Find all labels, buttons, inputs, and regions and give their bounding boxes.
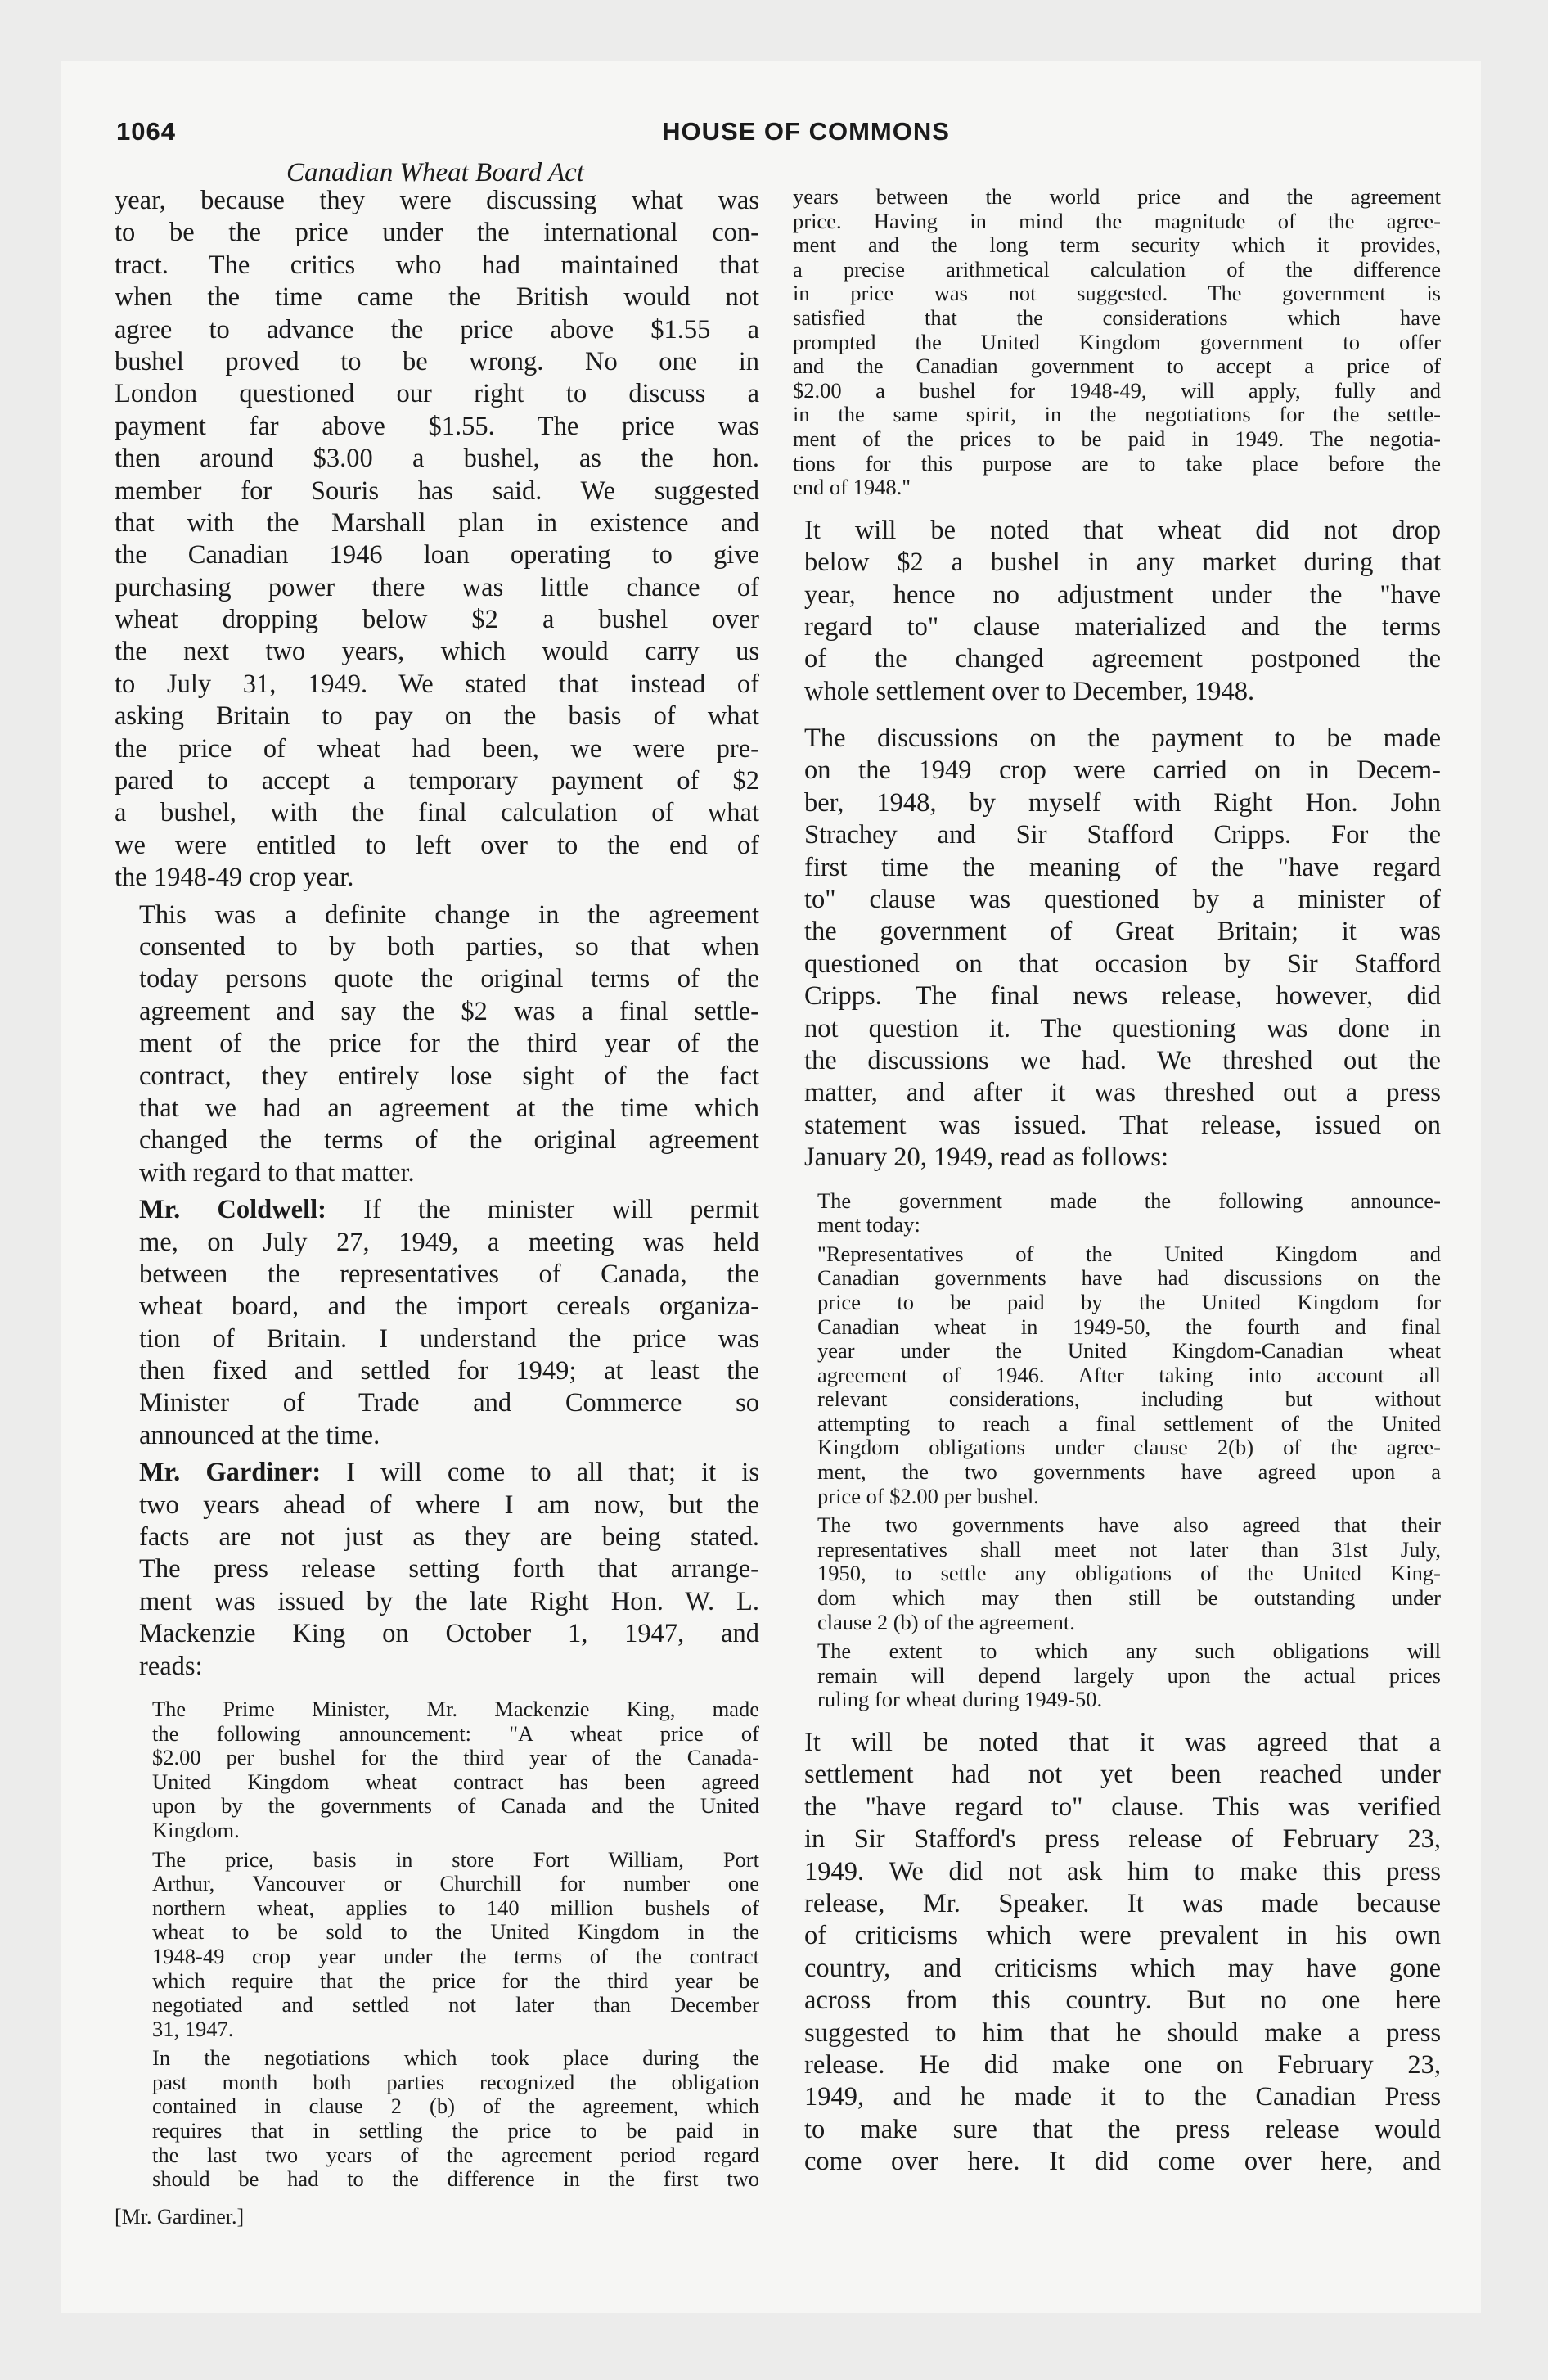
text-line: past month both parties recognized the obligation	[152, 2069, 759, 2094]
text-line: $2.00 a bushel for 1948-49, will apply, fully and	[793, 377, 1441, 403]
quoted-release	[793, 185, 1441, 500]
text-line: payment far above $1.55. The price was	[115, 411, 759, 441]
text-line: ment, the two governments have agreed upon a	[817, 1459, 1441, 1485]
text-line: with regard to that matter.	[139, 1157, 415, 1188]
text-line: which require that the price for the third year be	[152, 1968, 759, 1993]
text-line: we were entitled to left over to the end of	[115, 830, 759, 860]
text-line: 1949. We did not ask him to make this press	[804, 1856, 1441, 1886]
text-line: negotiated and settled not later than December	[152, 1992, 759, 2017]
text-line: agree to advance the price above $1.55 a	[115, 314, 759, 345]
text-line: satisfied that the considerations which have	[793, 304, 1441, 330]
text-line: wheat board, and the import cereals organiza-	[139, 1291, 759, 1322]
text-line: the government of Great Britain; it was	[804, 917, 1441, 947]
speaker-footer: [Mr. Gardiner.]	[115, 2204, 245, 2229]
quoted-release	[793, 1639, 1441, 1712]
text-line: member for Souris has said. We suggested	[115, 476, 759, 506]
text-line: not question it. The questioning was done in	[804, 1013, 1441, 1044]
paragraph-coldwell	[115, 1194, 759, 1452]
text-line: a bushel, with the final calculation of what	[115, 798, 759, 828]
text-line: the "have regard to" clause. This was verified	[804, 1792, 1441, 1822]
speaker-name: Mr. Coldwell:	[139, 1195, 326, 1225]
text-line: end of 1948."	[793, 475, 911, 500]
text-line: questioned on that occasion by Sir Stafford	[804, 949, 1441, 979]
text-line: on the 1949 crop were carried on in Decem-	[804, 755, 1441, 786]
text-line: 31, 1947.	[152, 2016, 234, 2041]
text-line: the next two years, which would carry us	[115, 637, 759, 667]
text-line: The extent to which any such obligations will	[817, 1639, 1441, 1664]
quoted-release	[793, 1242, 1441, 1509]
text-line: London questioned our right to discuss a	[115, 379, 759, 409]
text-line: first time the meaning of the "have regard	[804, 852, 1441, 882]
text-line: agreement of 1946. After taking into account all	[817, 1362, 1441, 1387]
quoted-release	[793, 1189, 1441, 1237]
text-line: whole settlement over to December, 1948.	[804, 676, 1255, 706]
text-line: release, Mr. Speaker. It was made because	[804, 1888, 1441, 1918]
text-line: in the same spirit, in the negotiations for the settle-	[793, 402, 1441, 427]
text-line: It will be noted that wheat did not drop	[804, 515, 1441, 545]
text-line: clause 2 (b) of the agreement.	[817, 1609, 1075, 1634]
text-line: Arthur, Vancouver or Churchill for number one	[152, 1871, 759, 1896]
page-header	[0, 117, 1548, 153]
text-line: regard to" clause materialized and the terms	[804, 611, 1441, 642]
text-line: tract. The critics who had maintained that	[115, 250, 759, 280]
text-line: The price, basis in store Fort William, Port	[152, 1846, 759, 1872]
text-line: ment of the price for the third year of the	[139, 1029, 759, 1059]
text-line: 1948-49 crop year under the terms of the contract	[152, 1943, 759, 1968]
right-column	[780, 185, 1441, 2178]
text-line: pared to accept a temporary payment of $2	[115, 766, 759, 796]
text-line	[115, 1457, 759, 1489]
text-line: country, and criticisms which may have gone	[804, 1953, 1441, 1983]
paragraph	[780, 1727, 1441, 2178]
text-line: consented to by both parties, so that when	[139, 931, 759, 962]
text-line: Cripps. The final news release, however, did	[804, 981, 1441, 1012]
text-line: wheat to be sold to the United Kingdom in the	[152, 1919, 759, 1945]
text-line: in Sir Stafford's press release of February 23,	[804, 1824, 1441, 1855]
text-line: the last two years of the agreement period regard	[152, 2142, 759, 2167]
text-line: ment was issued by the late Right Hon. W. L.	[139, 1586, 759, 1616]
text-line: purchasing power there was little chance of	[115, 572, 759, 602]
text-line: settlement had not yet been reached under	[804, 1760, 1441, 1790]
text-line: requires that in settling the price to be paid in	[152, 2118, 759, 2143]
text-line: upon by the governments of Canada and the United	[152, 1793, 759, 1819]
left-column	[115, 185, 759, 2229]
quoted-release	[128, 2046, 759, 2192]
text-line: across from this country. But no one here	[804, 1986, 1441, 2016]
text-line: price. Having in mind the magnitude of the agree-	[793, 208, 1441, 233]
text-line: Minister of Trade and Commerce so	[139, 1388, 759, 1418]
text-line: 1950, to settle any obligations of the United King-	[817, 1561, 1441, 1586]
text-line: today persons quote the original terms of the	[139, 964, 759, 994]
text-line: United Kingdom wheat contract has been agreed	[152, 1769, 759, 1794]
text-line: Strachey and Sir Stafford Cripps. For the	[804, 820, 1441, 850]
text-line: of the changed agreement postponed the	[804, 644, 1441, 674]
speaker-name: Mr. Gardiner:	[139, 1458, 322, 1488]
text-line: between the representatives of Canada, the	[139, 1259, 759, 1289]
text-line: come over here. It did come over here, and	[804, 2147, 1441, 2177]
text-line: 1949, and he made it to the Canadian Press	[804, 2082, 1441, 2112]
text-line: ment and the long term security which it provides,	[793, 232, 1441, 258]
page-title: HOUSE OF COMMONS	[662, 117, 950, 146]
text-line: attempting to reach a final settlement of the United	[817, 1410, 1441, 1436]
quoted-release	[128, 1697, 759, 1843]
text-line: statement was issued. That release, issued on	[804, 1110, 1441, 1140]
text-line: year, hence no adjustment under the "have	[804, 579, 1441, 610]
text-line: a precise arithmetical calculation of the difference	[793, 256, 1441, 282]
text-line	[115, 1194, 759, 1226]
text-line: then around $3.00 a bushel, as the hon.	[115, 444, 759, 474]
text-line: ment today:	[817, 1212, 920, 1237]
paragraph	[115, 185, 759, 895]
line-text: If the minister will permit	[326, 1195, 759, 1225]
text-line: ber, 1948, by myself with Right Hon. John	[804, 787, 1441, 818]
text-line: to July 31, 1949. We stated that instead of	[115, 669, 759, 699]
paragraph-gardiner	[115, 1457, 759, 1683]
text-line: The two governments have also agreed that their	[817, 1512, 1441, 1538]
text-line: In the negotiations which took place during the	[152, 2045, 759, 2071]
text-line: Canadian wheat in 1949-50, the fourth and final	[817, 1314, 1441, 1339]
text-line: below $2 a bushel in any market during that	[804, 548, 1441, 578]
text-line: year under the United Kingdom-Canadian wheat	[817, 1338, 1441, 1364]
text-line: The press release setting forth that arrange-	[139, 1554, 759, 1584]
text-line: Mackenzie King on October 1, 1947, and	[139, 1619, 759, 1649]
text-line: ment of the prices to be paid in 1949. The negotia-	[793, 426, 1441, 451]
paragraph	[780, 515, 1441, 708]
section-subtitle: Canadian Wheat Board Act	[286, 158, 584, 187]
text-line: representatives shall meet not later than 31st July,	[817, 1536, 1441, 1562]
text-line: remain will depend largely upon the actual prices	[817, 1662, 1441, 1688]
text-line: and the Canadian government to accept a price of	[793, 354, 1441, 379]
text-line: asking Britain to pay on the basis of what	[115, 701, 759, 732]
text-line: reads:	[139, 1651, 203, 1681]
text-line: of criticisms which were prevalent in his own	[804, 1921, 1441, 1951]
text-line: This was a definite change in the agreement	[139, 899, 759, 930]
text-line: "Representatives of the United Kingdom and	[817, 1241, 1441, 1266]
text-line: wheat dropping below $2 a bushel over	[115, 605, 759, 635]
paragraph	[115, 899, 759, 1190]
page-number: 1064	[116, 117, 176, 146]
text-line: The discussions on the payment to be made	[804, 723, 1441, 754]
text-line: in price was not suggested. The government is	[793, 281, 1441, 306]
text-line: me, on July 27, 1949, a meeting was held	[139, 1227, 759, 1257]
text-line: when the time came the British would not	[115, 282, 759, 313]
text-line: that with the Marshall plan in existence and	[115, 507, 759, 538]
text-line: dom which may then still be outstanding under	[817, 1585, 1441, 1611]
text-line: contract, they entirely lose sight of the fact	[139, 1061, 759, 1091]
text-line: facts are not just as they are being stated.	[139, 1522, 759, 1553]
text-line: prompted the United Kingdom government to offer	[793, 329, 1441, 354]
text-line: the discussions we had. We threshed out the	[804, 1045, 1441, 1075]
text-line: January 20, 1949, read as follows:	[804, 1143, 1168, 1173]
text-line: The Prime Minister, Mr. Mackenzie King, made	[152, 1696, 759, 1721]
text-line: to be the price under the international con-	[115, 218, 759, 248]
text-line: years between the world price and the agreement	[793, 184, 1441, 209]
text-line: bushel proved to be wrong. No one in	[115, 346, 759, 376]
text-line: relevant considerations, including but without	[817, 1386, 1441, 1412]
text-line: price of $2.00 per bushel.	[817, 1483, 1039, 1508]
text-line: tions for this purpose are to take place before the	[793, 450, 1441, 476]
text-line: release. He did make one on February 23,	[804, 2049, 1441, 2080]
text-line: the Canadian 1946 loan operating to give	[115, 540, 759, 570]
paragraph	[780, 723, 1441, 1174]
text-line: the 1948-49 crop year.	[115, 863, 354, 893]
text-line: Canadian governments have had discussions on the	[817, 1265, 1441, 1291]
text-line: price to be paid by the United Kingdom for	[817, 1289, 1441, 1314]
text-line: two years ahead of where I am now, but the	[139, 1490, 759, 1520]
text-line: then fixed and settled for 1949; at least the	[139, 1356, 759, 1386]
text-line: announced at the time.	[139, 1420, 380, 1450]
text-line: that we had an agreement at the time which	[139, 1093, 759, 1123]
line-text: I will come to all that; it is	[321, 1458, 759, 1488]
text-line: to make sure that the press release would	[804, 2114, 1441, 2144]
text-line: agreement and say the $2 was a final settle-	[139, 996, 759, 1026]
text-line: should be had to the difference in the first two	[152, 2166, 759, 2192]
text-line: northern wheat, applies to 140 million bushels of	[152, 1895, 759, 1920]
text-line: suggested to him that he should make a press	[804, 2017, 1441, 2048]
text-line: $2.00 per bushel for the third year of the Canada-	[152, 1745, 759, 1770]
text-line: ruling for wheat during 1949-50.	[817, 1687, 1103, 1712]
quoted-release	[128, 1848, 759, 2042]
text-line: year, because they were discussing what was	[115, 186, 759, 215]
text-line: the price of wheat had been, we were pre-	[115, 733, 759, 764]
text-line: the following announcement: "A wheat price of	[152, 1720, 759, 1746]
text-line: matter, and after it was threshed out a press	[804, 1078, 1441, 1108]
text-line: The government made the following announce-	[817, 1188, 1441, 1213]
text-line: Kingdom.	[152, 1817, 240, 1842]
text-line: to" clause was questioned by a minister of	[804, 885, 1441, 915]
text-line: changed the terms of the original agreement	[139, 1125, 759, 1156]
quoted-release	[793, 1513, 1441, 1634]
text-line: tion of Britain. I understand the price was	[139, 1323, 759, 1354]
text-line: Kingdom obligations under clause 2(b) of the agree-	[817, 1435, 1441, 1460]
text-line: contained in clause 2 (b) of the agreement, which	[152, 2094, 759, 2119]
text-line: It will be noted that it was agreed that a	[804, 1728, 1441, 1757]
